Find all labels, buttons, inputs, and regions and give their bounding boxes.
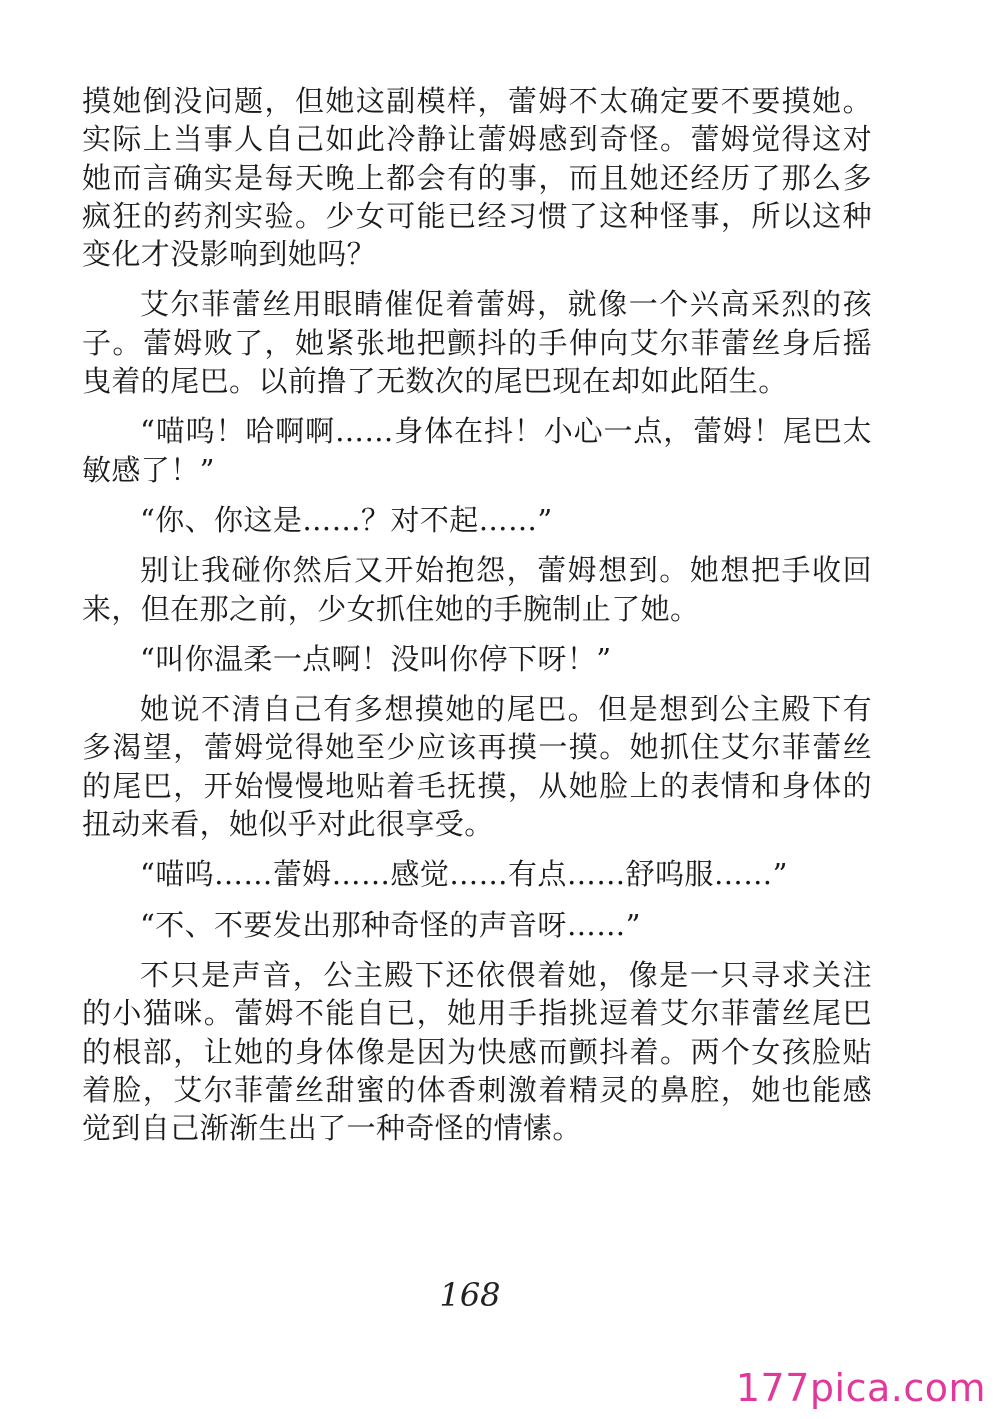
paragraph-6: “叫你温柔一点啊！没叫你停下呀！” xyxy=(140,641,612,676)
paragraph-7: 她说不清自己有多想摸她的尾巴。但是想到公主殿下有多渴望，蕾姆觉得她至少应该再摸一摸。她抓住艾尔菲蕾丝的尾巴，开始慢慢地贴着毛抚摸，从她脸上的表情和身体的扭动来看，她似乎对此很享受。 xyxy=(82,692,872,842)
paragraph-1: 摸她倒没问题，但她这副模样，蕾姆不太确定要不要摸她。实际上当事人自己如此冷静让蕾姆感到奇怪。蕾姆觉得这对她而言确实是每天晚上都会有的事，而且她还经历了那么多疯狂的药剂实验。少女可能已经习惯了这种怪事，所以这种变化才没影响到她吗？ xyxy=(82,84,872,272)
paragraph-4: “你、你这是……？对不起……” xyxy=(140,502,553,537)
paragraph-9: “不、不要发出那种奇怪的声音呀……” xyxy=(140,907,641,942)
paragraph-5: 别让我碰你然后又开始抱怨，蕾姆想到。她想把手收回来，但在那之前，少女抓住她的手腕制止了她。 xyxy=(82,553,872,626)
watermark: 177pica.com xyxy=(735,1366,986,1410)
page-number: 168 xyxy=(439,1276,501,1314)
paragraph-2: 艾尔菲蕾丝用眼睛催促着蕾姆，就像一个兴高采烈的孩子。蕾姆败了，她紧张地把颤抖的手伸向艾尔菲蕾丝身后摇曳着的尾巴。以前撸了无数次的尾巴现在却如此陌生。 xyxy=(82,287,872,399)
paragraph-8: “喵呜……蕾姆……感觉……有点……舒呜服……” xyxy=(140,857,788,892)
page-body xyxy=(82,82,872,1159)
paragraph-10: 不只是声音，公主殿下还依偎着她，像是一只寻求关注的小猫咪。蕾姆不能自已，她用手指挑逗着艾尔菲蕾丝尾巴的根部，让她的身体像是因为快感而颤抖着。两个女孩脸贴着脸，艾尔菲蕾丝甜蜜的体香刺激着精灵的鼻腔，她也能感觉到自己渐渐生出了一种奇怪的情愫。 xyxy=(82,957,872,1146)
paragraph-3: “喵呜！哈啊啊……身体在抖！小心一点，蕾姆！尾巴太敏感了！” xyxy=(82,414,872,487)
